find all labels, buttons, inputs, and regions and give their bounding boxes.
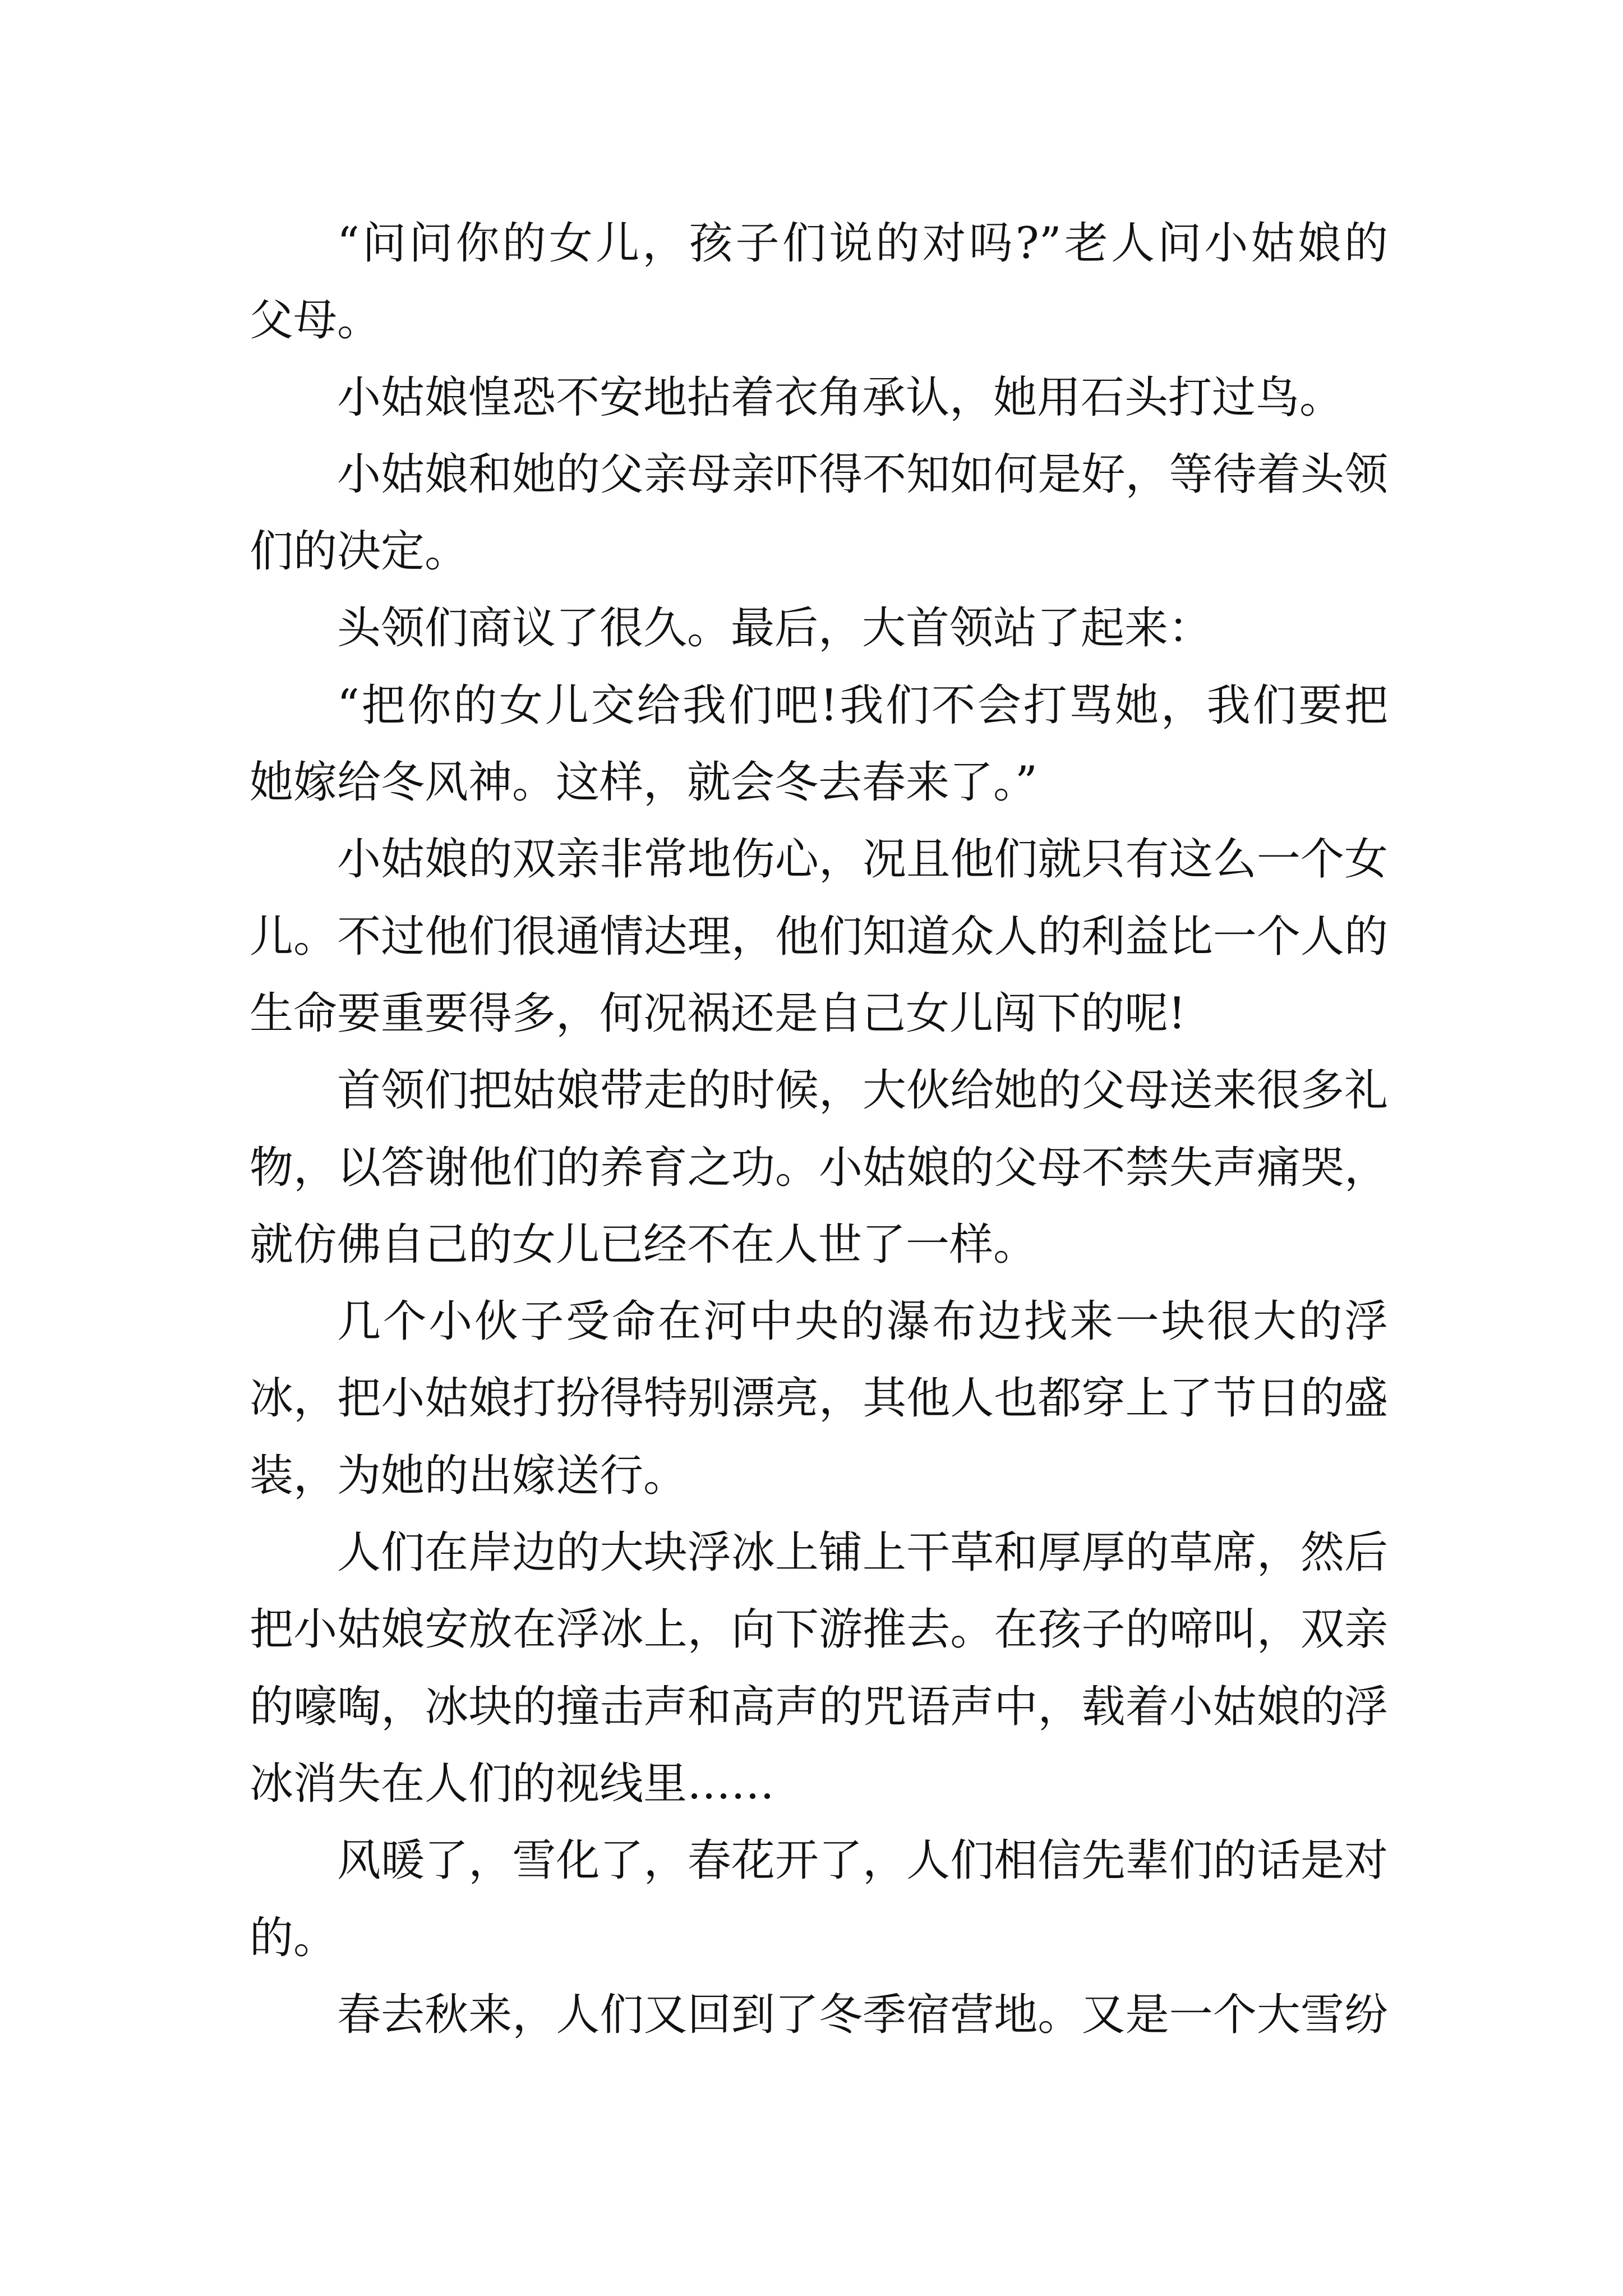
- paragraph-3: [250, 436, 1388, 591]
- text-line: 把小姑娘安放在浮冰上，向下游推去。在孩子的啼叫，双亲: [250, 1604, 1388, 1655]
- paragraph-9: [250, 1515, 1388, 1823]
- text-line: 物，以答谢他们的养育之功。小姑娘的父母不禁失声痛哭，: [250, 1142, 1388, 1193]
- text-line: 的嚎啕，冰块的撞击声和高声的咒语声中，载着小姑娘的浮: [250, 1681, 1388, 1732]
- text-line: 冰消失在人们的视线里……: [250, 1758, 775, 1809]
- paragraph-1: [250, 205, 1388, 360]
- text-line: 首领们把姑娘带走的时候，大伙给她的父母送来很多礼: [337, 1065, 1388, 1116]
- paragraph-8: [250, 1283, 1388, 1515]
- text-line: 的。: [250, 1912, 338, 1963]
- body-text: [250, 205, 1388, 2054]
- text-line: “把你的女儿交给我们吧!我们不会打骂她，我们要把: [337, 680, 1388, 731]
- text-line: 春去秋来，人们又回到了冬季宿营地。又是一个大雪纷: [337, 1989, 1388, 2040]
- text-line: 风暖了，雪化了，春花开了，人们相信先辈们的话是对: [337, 1835, 1388, 1887]
- paragraph-10: [250, 1823, 1388, 1977]
- text-line: 头领们商议了很久。最后，大首领站了起来：: [337, 603, 1212, 654]
- paragraph-5: [250, 668, 1388, 822]
- text-line: 小姑娘的双亲非常地伤心，况且他们就只有这么一个女: [337, 834, 1388, 885]
- text-line: 小姑娘和她的父亲母亲吓得不知如何是好，等待着头领: [337, 449, 1388, 500]
- paragraph-11: [250, 1977, 1388, 2054]
- text-line: 就仿佛自己的女儿已经不在人世了一样。: [250, 1219, 1038, 1270]
- text-line: 她嫁给冬风神。这样，就会冬去春来了。”: [250, 757, 1038, 808]
- text-line: 几个小伙子受命在河中央的瀑布边找来一块很大的浮: [337, 1296, 1388, 1347]
- text-line: 小姑娘惶恐不安地拈着衣角承认，她用石头打过鸟。: [337, 372, 1344, 423]
- text-line: 装，为她的出嫁送行。: [250, 1450, 688, 1501]
- text-line: 父母。: [250, 295, 381, 346]
- paragraph-2: [250, 360, 1388, 436]
- text-line: 们的决定。: [250, 526, 469, 577]
- text-line: 生命要重要得多，何况祸还是自己女儿闯下的呢!: [250, 988, 1186, 1039]
- paragraph-4: [250, 590, 1388, 667]
- paragraph-6: [250, 821, 1388, 1052]
- text-line: 人们在岸边的大块浮冰上铺上干草和厚厚的草席，然后: [337, 1527, 1388, 1579]
- text-line: 冰，把小姑娘打扮得特别漂亮，其他人也都穿上了节日的盛: [250, 1373, 1388, 1424]
- text-line: “问问你的女儿，孩子们说的对吗?”老人问小姑娘的: [337, 218, 1388, 269]
- paragraph-7: [250, 1052, 1388, 1283]
- text-line: 儿。不过他们很通情达理，他们知道众人的利益比一个人的: [250, 911, 1388, 962]
